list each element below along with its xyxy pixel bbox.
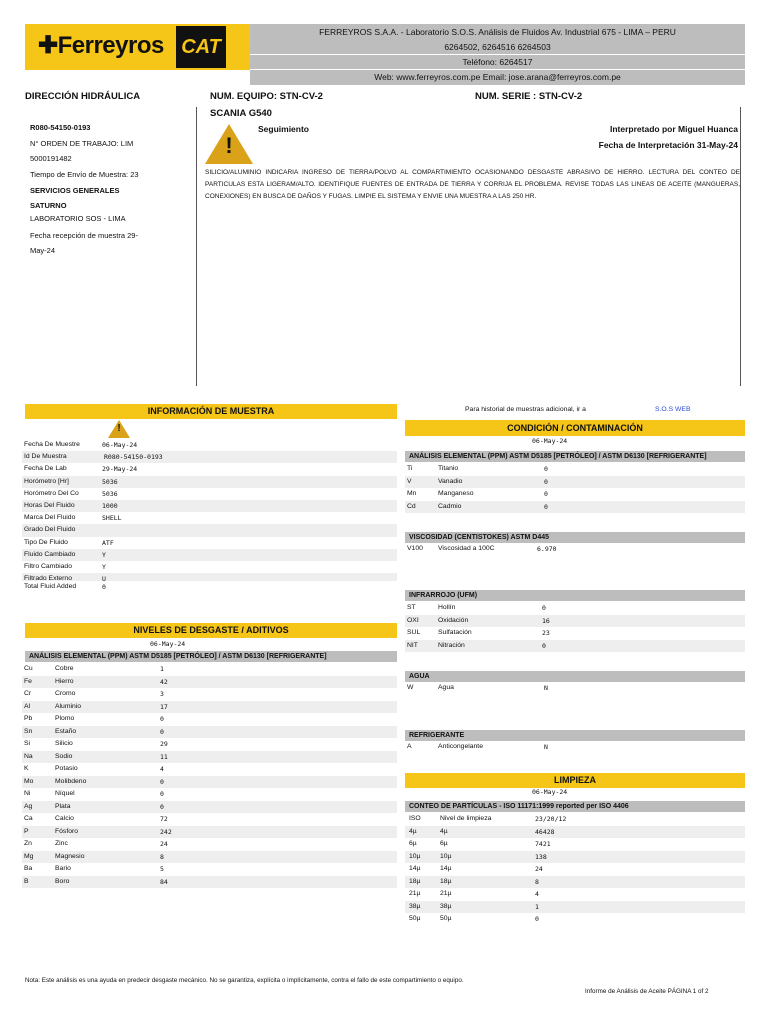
orden-numero: 5000191482 bbox=[30, 154, 72, 163]
wear-element-row-name: Plomo bbox=[55, 715, 75, 722]
sample-exclamation-icon: ! bbox=[117, 423, 121, 434]
contam-element-row bbox=[405, 476, 745, 489]
particle-count-row bbox=[405, 901, 745, 914]
wear-element-row bbox=[22, 851, 397, 864]
cliente-servicios: SERVICIOS GENERALES bbox=[30, 186, 120, 195]
water-row-value: N bbox=[544, 684, 548, 692]
sample-info-value: 06-May-24 bbox=[102, 441, 138, 449]
particle-count-row-name: Nivel de limpieza bbox=[440, 815, 492, 822]
infrared-row-name: Oxidación bbox=[438, 616, 469, 624]
particle-count-row-value: 23/20/12 bbox=[535, 815, 567, 823]
viscosidad-table bbox=[405, 543, 745, 556]
wear-element-row-value: 3 bbox=[160, 690, 164, 698]
wear-element-row bbox=[22, 663, 397, 676]
sample-info-row bbox=[22, 561, 397, 573]
coolant-row-symbol: A bbox=[407, 743, 412, 750]
header-address: FERREYROS S.A.A. - Laboratorio S.O.S. Análisis de Fluidos Av. Industrial 675 - LIMA – PERU bbox=[250, 24, 745, 40]
wear-element-row-symbol: Si bbox=[24, 740, 31, 747]
water-row-symbol: W bbox=[407, 684, 414, 691]
sample-info-row bbox=[22, 581, 397, 593]
wear-element-row-value: 4 bbox=[160, 765, 164, 773]
particle-count-row-symbol: ISO bbox=[409, 815, 421, 822]
laboratorio: LABORATORIO SOS - LIMA bbox=[30, 214, 126, 223]
sample-info-row bbox=[22, 463, 397, 475]
particle-count-row-value: 138 bbox=[535, 852, 547, 861]
wear-element-row bbox=[22, 701, 397, 714]
contam-element-row-symbol: V bbox=[407, 477, 412, 485]
wear-element-row-value: 24 bbox=[160, 840, 168, 848]
sample-info-value: 0 bbox=[102, 583, 106, 592]
wear-element-row bbox=[22, 876, 397, 889]
particle-count-row-symbol: 21µ bbox=[409, 890, 421, 897]
infrared-row-value: 16 bbox=[542, 616, 550, 625]
wear-element-row-value: 42 bbox=[160, 677, 168, 686]
sample-info-value: 5036 bbox=[102, 489, 118, 498]
contam-element-row bbox=[405, 463, 745, 476]
num-serie: NUM. SERIE : STN-CV-2 bbox=[475, 91, 583, 102]
contam-element-row-name: Vanadio bbox=[438, 477, 463, 485]
coolant-row-name: Anticongelante bbox=[438, 743, 483, 750]
wear-element-row-value: 8 bbox=[160, 852, 164, 861]
sample-info-value: Y bbox=[102, 562, 106, 571]
particle-count-row-name: 6µ bbox=[440, 840, 448, 847]
wear-element-row-symbol: Zn bbox=[24, 840, 32, 847]
infrared-row-symbol: SUL bbox=[407, 629, 421, 636]
wear-element-row bbox=[22, 688, 397, 701]
sample-info-value: U bbox=[102, 575, 106, 584]
desgaste-title: NIVELES DE DESGASTE / ADITIVOS bbox=[25, 623, 397, 638]
infrared-row-value: 0 bbox=[542, 604, 546, 612]
wear-element-row bbox=[22, 763, 397, 776]
sample-info-row bbox=[22, 500, 397, 512]
sample-info-row bbox=[22, 476, 397, 488]
wear-element-row-value: 242 bbox=[160, 827, 172, 836]
sample-info-label: Fluido Cambiado bbox=[24, 550, 76, 558]
wear-element-row-symbol: Ag bbox=[24, 802, 33, 810]
viscosity-row-name: Viscosidad a 100C bbox=[438, 545, 495, 552]
limpieza-title: LIMPIEZA bbox=[405, 773, 745, 788]
wear-element-row-name: Calcio bbox=[55, 815, 74, 822]
particle-count-row-value: 4 bbox=[535, 890, 539, 898]
cliente-saturno: SATURNO bbox=[30, 201, 67, 210]
condicion-elemental-table bbox=[405, 463, 745, 513]
sample-info-row bbox=[22, 512, 397, 524]
wear-element-row-symbol: P bbox=[24, 827, 29, 835]
wear-element-row-symbol: Ba bbox=[24, 865, 33, 872]
wear-element-row-value: 0 bbox=[160, 715, 164, 723]
infrared-row-value: 23 bbox=[542, 629, 550, 637]
wear-element-row-value: 5 bbox=[160, 865, 164, 873]
sample-info-row bbox=[22, 488, 397, 500]
particle-count-row-value: 24 bbox=[535, 865, 543, 873]
wear-element-row-value: 0 bbox=[160, 777, 164, 786]
coolant-row bbox=[405, 741, 745, 754]
wear-element-row-value: 29 bbox=[160, 740, 168, 748]
wear-element-row bbox=[22, 801, 397, 814]
particle-count-row-name: 38µ bbox=[440, 902, 452, 910]
particle-count-row bbox=[405, 838, 745, 851]
header-telephone: Teléfono: 6264517 bbox=[250, 55, 745, 69]
header-web-email: Web: www.ferreyros.com.pe Email: jose.arana@ferreyros.com.pe bbox=[250, 70, 745, 85]
wear-element-row-symbol: Fe bbox=[24, 677, 32, 685]
footer-page: Informe de Análisis de Aceite PÁGINA 1 of 2 bbox=[585, 988, 709, 995]
sample-info-label: Filtrado Externo bbox=[24, 575, 72, 583]
sample-info-label: Tipo De Fluido bbox=[24, 538, 68, 546]
wear-element-row bbox=[22, 751, 397, 764]
wear-element-row-name: Estaño bbox=[55, 727, 77, 735]
contam-element-row-value: 0 bbox=[544, 490, 548, 498]
cat-logo: CAT bbox=[176, 26, 226, 68]
desgaste-table bbox=[22, 663, 397, 888]
wear-element-row-symbol: Na bbox=[24, 752, 33, 760]
condicion-date: 06-May-24 bbox=[532, 437, 568, 445]
particle-count-row-value: 46428 bbox=[535, 827, 555, 836]
wear-element-row-name: Potasio bbox=[55, 765, 78, 772]
wear-element-row-value: 0 bbox=[160, 790, 164, 798]
contam-element-row-name: Manganeso bbox=[438, 490, 474, 497]
wear-element-row-name: Fósforo bbox=[55, 827, 79, 835]
header-phones: 6264502, 6264516 6264503 bbox=[250, 40, 745, 54]
equipo-modelo: SCANIA G540 bbox=[210, 108, 272, 119]
sample-info-title: INFORMACIÓN DE MUESTRA bbox=[25, 404, 397, 419]
footer-note: Nota: Este análisis es una ayuda en predecir desgaste mecánico. No se garantiza, explícita o implícitamente, contra el fallo de este compartimiento o equipo. bbox=[25, 977, 464, 984]
infrarrojo-table bbox=[405, 602, 745, 652]
infrared-row bbox=[405, 615, 745, 628]
viscosity-row-value: 6.970 bbox=[537, 545, 557, 553]
fecha-interpretacion: Fecha de Interpretación 31-May-24 bbox=[598, 140, 738, 150]
wear-element-row-symbol: Pb bbox=[24, 715, 33, 722]
sample-info-row bbox=[22, 537, 397, 549]
refrigerante-table bbox=[405, 741, 745, 754]
sample-info-value: SHELL bbox=[102, 514, 122, 523]
sample-info-row bbox=[22, 439, 397, 451]
particle-count-row-name: 18µ bbox=[440, 877, 452, 885]
wear-element-row-name: Aluminio bbox=[55, 702, 82, 710]
interpretado-por: Interpretado por Miguel Huanca bbox=[610, 124, 738, 134]
particle-count-row-symbol: 14µ bbox=[409, 865, 421, 872]
fecha-recepcion-2: May-24 bbox=[30, 246, 56, 255]
sample-info-value: 5036 bbox=[102, 477, 118, 486]
coolant-row-value: N bbox=[544, 743, 548, 751]
sample-info-value: ATF bbox=[102, 538, 114, 547]
sample-code: R080-54150-0193 bbox=[30, 123, 91, 132]
wear-element-row-name: Cobre bbox=[55, 665, 74, 672]
infrared-row bbox=[405, 627, 745, 640]
condicion-elemental-title: ANÁLISIS ELEMENTAL (PPM) ASTM D5185 [PETRÓLEO] / ASTM D6130 [REFRIGERANTE] bbox=[405, 451, 745, 462]
contam-element-row-symbol: Mn bbox=[407, 490, 417, 497]
contam-element-row-name: Titanio bbox=[438, 465, 459, 472]
sample-info-label: Fecha De Muestre bbox=[24, 441, 80, 448]
infrared-row bbox=[405, 602, 745, 615]
wear-element-row-symbol: Cr bbox=[24, 690, 32, 697]
agua-title: AGUA bbox=[405, 671, 745, 682]
sample-info-label: Marca Del Fluido bbox=[24, 514, 76, 522]
sample-info-row bbox=[22, 451, 397, 463]
wear-element-row-name: Plata bbox=[55, 802, 71, 810]
wear-element-row-symbol: Mo bbox=[24, 777, 34, 785]
wear-element-row-name: Hierro bbox=[55, 677, 74, 685]
brand-text: Ferreyros bbox=[57, 32, 164, 59]
wear-element-row-value: 72 bbox=[160, 815, 168, 823]
particle-count-row bbox=[405, 826, 745, 839]
sample-info-label: Grado Del Fluido bbox=[24, 526, 76, 534]
infrared-row-name: Nitración bbox=[438, 641, 465, 649]
infrarrojo-title: INFRARROJO (UFM) bbox=[405, 590, 745, 601]
infrared-row-name: Sulfatación bbox=[438, 629, 472, 636]
wear-element-row bbox=[22, 726, 397, 739]
wear-element-row-value: 84 bbox=[160, 877, 168, 886]
wear-element-row-symbol: Ni bbox=[24, 790, 31, 797]
agua-table bbox=[405, 682, 745, 695]
particle-count-row-symbol: 50µ bbox=[409, 915, 421, 922]
wear-element-row-symbol: K bbox=[24, 765, 29, 772]
water-row bbox=[405, 682, 745, 695]
particle-count-row-symbol: 38µ bbox=[409, 902, 421, 910]
particle-count-row bbox=[405, 813, 745, 826]
wear-element-row bbox=[22, 776, 397, 789]
orden-trabajo: N° ORDEN DE TRABAJO: LIM bbox=[30, 139, 134, 148]
viscosity-row bbox=[405, 543, 745, 556]
wear-element-row-value: 0 bbox=[160, 802, 164, 811]
particle-count-row-value: 7421 bbox=[535, 840, 551, 848]
contam-element-row-symbol: Ti bbox=[407, 465, 413, 472]
infrared-row-symbol: ST bbox=[407, 604, 416, 611]
contam-element-row-value: 0 bbox=[544, 477, 548, 486]
sample-info-value: 29-May-24 bbox=[102, 465, 138, 474]
fecha-recepcion-1: Fecha recepción de muestra 29- bbox=[30, 231, 138, 240]
infrared-row-symbol: NIT bbox=[407, 641, 418, 649]
contam-element-row-value: 0 bbox=[544, 465, 548, 473]
wear-element-row-value: 17 bbox=[160, 702, 168, 711]
wear-element-row-value: 11 bbox=[160, 752, 168, 761]
wear-element-row-name: Magnesio bbox=[55, 852, 85, 860]
wear-element-row-symbol: Al bbox=[24, 702, 31, 710]
infrared-row-name: Hollín bbox=[438, 604, 456, 611]
limpieza-table bbox=[405, 813, 745, 926]
divider-left bbox=[196, 107, 197, 386]
sample-info-label: Horómetro [Hr] bbox=[24, 477, 69, 485]
sample-info-value: Y bbox=[102, 550, 106, 559]
contam-element-row-name: Cadmio bbox=[438, 502, 462, 510]
wear-element-row bbox=[22, 838, 397, 851]
wear-element-row-name: Cromo bbox=[55, 690, 76, 697]
exclamation-icon: ! bbox=[225, 133, 233, 158]
particle-count-row-name: 10µ bbox=[440, 852, 452, 860]
viscosity-row-symbol: V100 bbox=[407, 545, 423, 552]
sample-info-value: R080-54150-0193 bbox=[104, 453, 163, 462]
wear-element-row-name: Silicio bbox=[55, 740, 73, 747]
wear-element-row-name: Boro bbox=[55, 877, 70, 885]
wear-element-row bbox=[22, 863, 397, 876]
num-equipo: NUM. EQUIPO: STN-CV-2 bbox=[210, 91, 323, 102]
wear-element-row bbox=[22, 788, 397, 801]
historial-text: Para historial de muestras adicional, ir a bbox=[465, 406, 586, 413]
wear-element-row-name: Níquel bbox=[55, 790, 75, 797]
condicion-title: CONDICIÓN / CONTAMINACIÓN bbox=[405, 420, 745, 436]
wear-element-row-symbol: Sn bbox=[24, 727, 33, 735]
tiempo-envio: Tiempo de Envío de Muestra: 23 bbox=[30, 170, 139, 179]
direccion-title: DIRECCIÓN HIDRÁULICA bbox=[25, 91, 141, 102]
status-label: Seguimiento bbox=[258, 124, 310, 134]
particle-count-row-name: 14µ bbox=[440, 865, 452, 872]
infrared-row-value: 0 bbox=[542, 641, 546, 650]
sos-web-link[interactable]: S.O.S WEB bbox=[655, 406, 691, 413]
wear-element-row bbox=[22, 713, 397, 726]
sample-info-label: Fecha De Lab bbox=[24, 465, 67, 473]
sample-info-label: Horas Del Fluido bbox=[24, 501, 75, 509]
particle-count-row-value: 1 bbox=[535, 902, 539, 911]
particle-count-row-symbol: 4µ bbox=[409, 827, 417, 835]
infrared-row-symbol: OXI bbox=[407, 616, 419, 624]
sample-info-row bbox=[22, 524, 397, 536]
wear-element-row-name: Zinc bbox=[55, 840, 68, 847]
particle-count-row bbox=[405, 876, 745, 889]
particle-count-row bbox=[405, 913, 745, 926]
limpieza-date: 06-May-24 bbox=[532, 788, 568, 796]
sample-info-label: Horómetro Del Co bbox=[24, 489, 79, 497]
wear-element-row bbox=[22, 738, 397, 751]
wear-element-row-name: Molibdeno bbox=[55, 777, 87, 785]
particle-count-row bbox=[405, 863, 745, 876]
interpretation-comment: SILICIO/ALUMINIO INDICARIA INGRESO DE TIERRA/POLVO AL COMPARTIMIENTO OCASIONANDO DESGASTE ABRASIVO DE HIERRO. LECTURA DEL CONTEO DE PARTICULAS ESTA LIGERAM/ALTO. IDENTIFIQUE FUENTES DE ENTRADA DE TIERRA Y CORRIJA EL PROBLEMA. REVISE TODAS LAS LINEAS DE ACEITE (MANGUERAS, CONEXIONES) EN BUSCA DE DAÑOS Y FUGAS. LIMPIE EL SISTEMA Y ENVIE UNA MUESTRA A LAS 250 HR. bbox=[205, 169, 740, 200]
wear-element-row bbox=[22, 813, 397, 826]
contam-element-row bbox=[405, 488, 745, 501]
desgaste-elemental-title: ANÁLISIS ELEMENTAL (PPM) ASTM D5185 [PETRÓLEO] / ASTM D6130 [REFRIGERANTE] bbox=[25, 651, 397, 662]
wear-element-row-name: Bario bbox=[55, 865, 71, 872]
wear-element-row bbox=[22, 676, 397, 689]
particle-count-row-value: 8 bbox=[535, 877, 539, 886]
refrigerante-title: REFRIGERANTE bbox=[405, 730, 745, 741]
sample-info-value: 1000 bbox=[102, 501, 118, 510]
wear-element-row-value: 1 bbox=[160, 665, 164, 673]
contam-element-row-symbol: Cd bbox=[407, 502, 416, 510]
particle-count-row-symbol: 18µ bbox=[409, 877, 421, 885]
particle-count-row bbox=[405, 888, 745, 901]
wear-element-row-symbol: B bbox=[24, 877, 29, 885]
sample-info-label: Filtro Cambiado bbox=[24, 562, 72, 570]
contam-element-row-value: 0 bbox=[544, 502, 548, 511]
wear-element-row-symbol: Cu bbox=[24, 665, 33, 672]
sample-info-label: Id De Muestra bbox=[24, 453, 67, 461]
sample-info-label: Total Fluid Added bbox=[24, 583, 77, 591]
particle-count-row-symbol: 6µ bbox=[409, 840, 417, 847]
particle-count-row-name: 21µ bbox=[440, 890, 452, 897]
sample-info-table bbox=[22, 439, 397, 593]
particle-count-row-symbol: 10µ bbox=[409, 852, 421, 860]
viscosidad-title: VISCOSIDAD (CENTISTOKES) ASTM D445 bbox=[405, 532, 745, 543]
cross-icon: ✚ bbox=[38, 32, 58, 59]
particle-count-row bbox=[405, 851, 745, 864]
ferreyros-logo bbox=[38, 31, 164, 60]
wear-element-row bbox=[22, 826, 397, 839]
particle-count-row-name: 4µ bbox=[440, 827, 448, 835]
wear-element-row-symbol: Mg bbox=[24, 852, 34, 860]
sample-info-row bbox=[22, 549, 397, 561]
water-row-name: Agua bbox=[438, 684, 454, 691]
particle-count-row-name: 50µ bbox=[440, 915, 452, 922]
wear-element-row-value: 0 bbox=[160, 727, 164, 736]
wear-element-row-name: Sodio bbox=[55, 752, 73, 760]
particle-count-row-value: 0 bbox=[535, 915, 539, 923]
desgaste-date: 06-May-24 bbox=[150, 640, 186, 648]
conteo-title: CONTEO DE PARTÍCULAS - ISO 11171:1999 reported per ISO 4406 bbox=[405, 801, 745, 812]
infrared-row bbox=[405, 640, 745, 653]
contam-element-row bbox=[405, 501, 745, 514]
wear-element-row-symbol: Ca bbox=[24, 815, 33, 822]
divider-right bbox=[740, 107, 741, 386]
sample-info-row bbox=[22, 573, 397, 584]
